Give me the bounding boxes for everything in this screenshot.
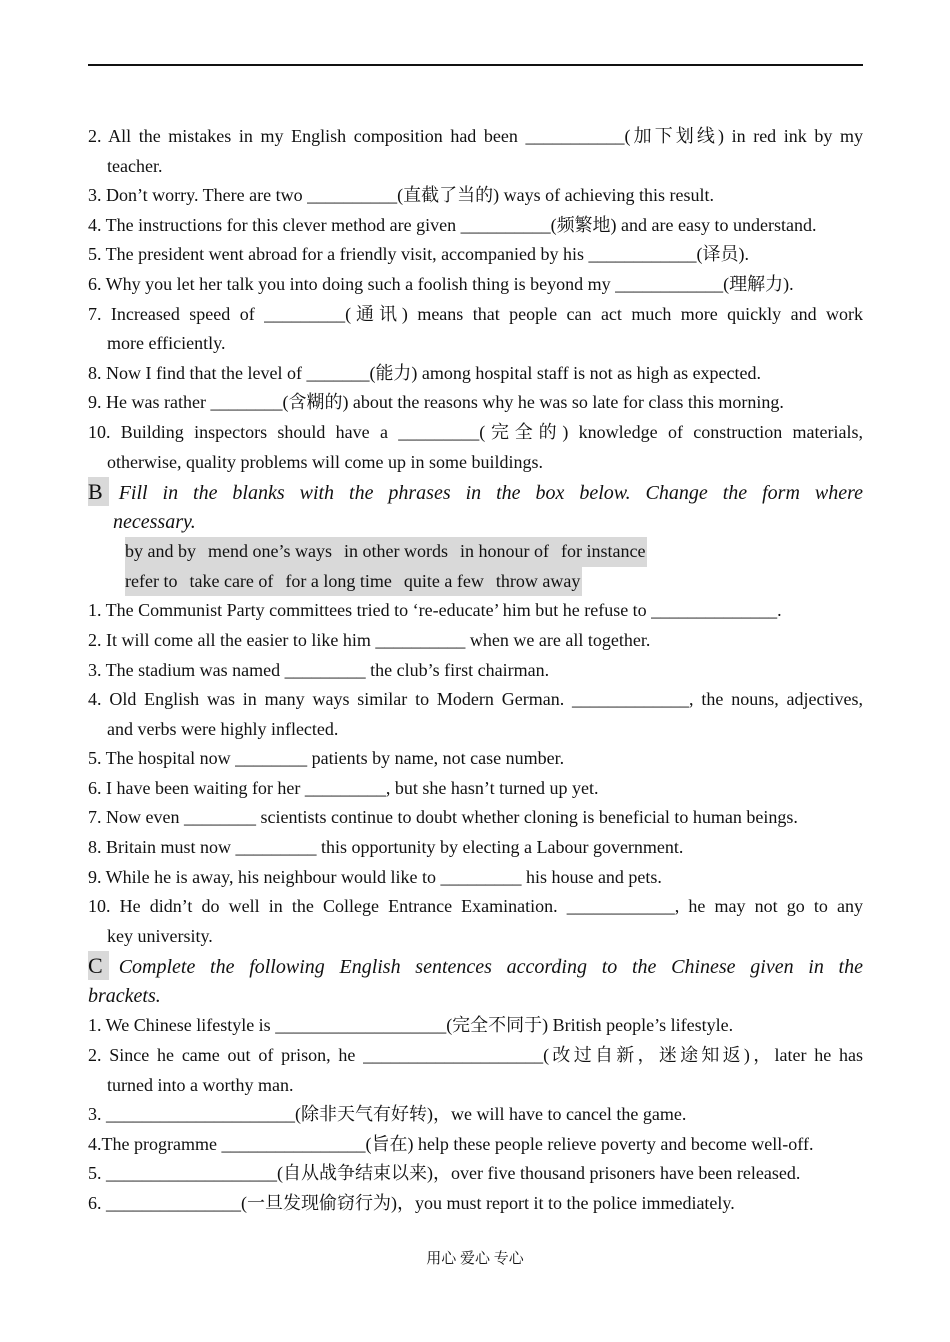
question-line: 3. The stadium was named _________ the club’s first chairman. — [88, 659, 550, 680]
question-line-continued: teacher. — [107, 155, 163, 176]
question-line: 10. Building inspectors should have a _________(完全的) knowledge of construction materials, — [88, 421, 863, 442]
question-line: 5. The president went abroad for a friendly visit, accompanied by his ____________(译员). — [88, 244, 750, 265]
section-a-items — [88, 122, 863, 477]
section-c-letter: C — [88, 951, 109, 980]
header-rule — [88, 64, 863, 66]
question-line: 1. The Communist Party committees tried to ‘re-educate’ him but he refuse to ______________. — [88, 600, 782, 621]
page-footer: 用心 爱心 专心 — [426, 1251, 524, 1267]
phrase-chip: quite a few — [404, 567, 496, 597]
question-line-continued: and verbs were highly inflected. — [107, 718, 339, 739]
question-line: 2. All the mistakes in my English composition had been ___________(加下划线) in red ink by my — [88, 126, 863, 146]
question-line: 6. I have been waiting for her _________, but she hasn’t turned up yet. — [88, 777, 599, 798]
section-c-instruction: Complete the following English sentences according to the Chinese given in the — [118, 956, 863, 979]
question-line: 6. Why you let her talk you into doing such a foolish thing is beyond my ____________(理解力). — [88, 273, 794, 294]
section-b-items — [88, 596, 863, 951]
phrase-chip: for a long time — [285, 567, 403, 597]
phrase-chip: mend one’s ways — [208, 537, 344, 567]
question-line: 4.The programme ________________(旨在) help these people relieve poverty and become well-off. — [88, 1133, 814, 1154]
section-c-instruction-cont: brackets. — [88, 985, 161, 1008]
question-line: 3. Don’t worry. There are two __________(直截了当的) ways of achieving this result. — [88, 185, 715, 206]
question-line-continued: key university. — [107, 925, 213, 946]
question-line: 4. The instructions for this clever method are given __________(频繁地) and are easy to understand. — [88, 214, 817, 235]
phrase-chip: for instance — [561, 537, 647, 567]
question-line: 3. _____________________(除非天气有好转)，we will have to cancel the game. — [88, 1104, 687, 1125]
phrase-chip: take care of — [189, 567, 285, 597]
section-b-instruction: Fill in the blanks with the phrases in the box below. Change the form where — [118, 482, 863, 505]
phrase-chip: by and by — [125, 537, 208, 567]
question-line: 5. ___________________(自从战争结束以来)，over five thousand prisoners have been released. — [88, 1163, 801, 1184]
section-b-instruction-cont: necessary. — [113, 511, 196, 534]
question-line-continued: turned into a worthy man. — [107, 1074, 294, 1095]
phrase-chip: in honour of — [460, 537, 561, 567]
question-line: 5. The hospital now ________ patients by name, not case number. — [88, 748, 565, 769]
question-line: 6. _______________(一旦发现偷窃行为)，you must report it to the police immediately. — [88, 1193, 735, 1213]
question-line: 9. While he is away, his neighbour would like to _________ his house and pets. — [88, 866, 662, 887]
worksheet-content — [88, 122, 863, 1219]
section-b-heading — [88, 477, 863, 508]
section-c-heading — [88, 951, 863, 982]
phrase-chip: in other words — [344, 537, 460, 567]
phrase-box-row-1 — [88, 537, 863, 567]
question-line: 9. He was rather ________(含糊的) about the reasons why he was so late for class this morning. — [88, 392, 784, 413]
question-line-continued: otherwise, quality problems will come up in some buildings. — [107, 451, 543, 472]
question-line: 10. He didn’t do well in the College Entrance Examination. ____________, he may not go to any — [88, 896, 863, 917]
phrase-chip: refer to — [125, 567, 189, 597]
question-line: 4. Old English was in many ways similar to Modern German. _____________, the nouns, adjectives, — [88, 689, 863, 710]
question-line: 8. Britain must now _________ this opportunity by electing a Labour government. — [88, 837, 684, 858]
question-line: 2. Since he came out of prison, he ____________________(改过自新，迷途知返)，later he has — [88, 1045, 863, 1066]
question-line: 7. Increased speed of _________(通讯) means that people can act much more quickly and work — [88, 303, 863, 324]
section-c-items — [88, 1011, 863, 1218]
question-line: 1. We Chinese lifestyle is ___________________(完全不同于) British people’s lifestyle. — [88, 1015, 734, 1036]
section-b-letter: B — [88, 477, 109, 506]
question-line: 7. Now even ________ scientists continue to doubt whether cloning is beneficial to human beings. — [88, 807, 798, 828]
question-line: 8. Now I find that the level of _______(能力) among hospital staff is not as high as expected. — [88, 362, 762, 383]
question-line: 2. It will come all the easier to like him __________ when we are all together. — [88, 629, 651, 650]
question-line-continued: more efficiently. — [107, 333, 226, 354]
phrase-box-row-2 — [88, 567, 863, 597]
phrase-chip: throw away — [496, 567, 582, 597]
